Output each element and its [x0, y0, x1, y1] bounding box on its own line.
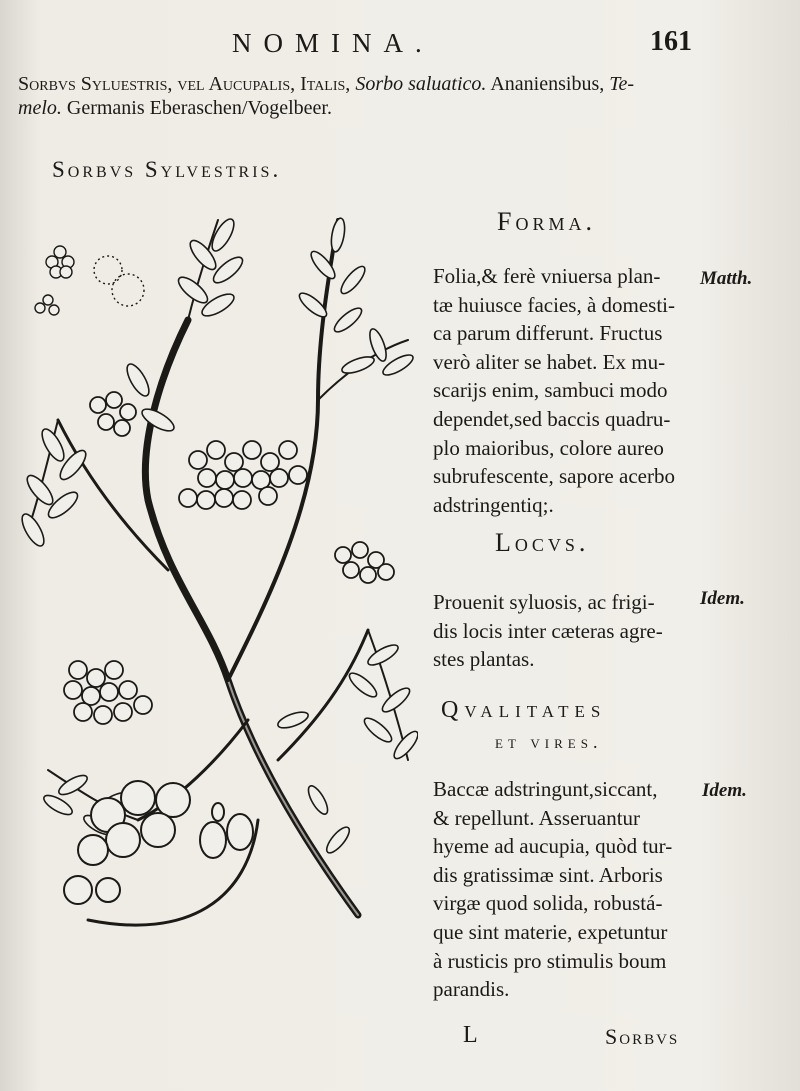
text-line: à rusticis pro stimulis boum [433, 948, 667, 973]
names-line-2 [18, 97, 332, 120]
page-number: 161 [650, 26, 692, 57]
running-title: NOMINA. [232, 28, 434, 58]
margin-note-qualitates: Idem. [702, 780, 747, 801]
signature-mark: L [463, 1022, 478, 1048]
text-line: Prouenit syluosis, ac frigi- [433, 590, 655, 614]
text-line: scarijs enim, sambuci modo [433, 378, 668, 403]
names-te: Te- [609, 73, 635, 95]
sorbus-woodcut-illustration [18, 200, 418, 960]
text-line: virgæ quod solida, robustá- [433, 891, 663, 916]
text-line: dis locis inter cæteras agre- [433, 618, 663, 643]
text-line: Baccæ adstringunt,siccant, [433, 777, 658, 801]
catchword: Sorbvs [605, 1024, 680, 1049]
names-melo: melo. [18, 97, 62, 119]
text-line: & repellunt. Asseruantur [433, 805, 641, 830]
section-title-qualitates: Qvalitates [441, 697, 607, 723]
leaflets [18, 216, 418, 856]
names-anania: Ananiensibus, [490, 73, 605, 95]
flower-cluster [35, 246, 144, 315]
locus-text [433, 588, 713, 674]
qualitates-text [433, 775, 713, 1004]
names-german: Germanis Eberaschen/Vogelbeer. [66, 97, 332, 119]
text-line: dis gratissimæ sint. Arboris [433, 862, 663, 887]
text-line: adstringentiq;. [433, 492, 554, 517]
names-latin: Sorbvs Syluestris, vel Aucupalis, Italis, [18, 73, 351, 95]
names-italian: Sorbo saluatico. [355, 73, 487, 95]
section-subtitle-vires: et vires. [495, 732, 603, 752]
text-line: hyeme ad aucupia, quòd tur- [433, 834, 673, 859]
text-line: verò aliter se habet. Ex mu- [433, 349, 666, 374]
section-title-forma: Forma. [497, 207, 596, 236]
text-line: Folia,& ferè vniuersa plan- [433, 264, 661, 288]
text-line: plo maioribus, colore aureo [433, 435, 664, 460]
text-line: stes plantas. [433, 647, 535, 672]
right-twig [278, 630, 368, 760]
text-line: ca parum differunt. Fructus [433, 321, 663, 346]
text-line: que sint materie, expetuntur [433, 919, 668, 944]
section-title-locus: Locvs. [495, 528, 590, 557]
plant-title: Sorbvs Sylvestris. [52, 157, 282, 182]
text-line: dependet,sed baccis quadru- [433, 406, 671, 431]
margin-note-locus: Idem. [700, 588, 745, 609]
text-line: tæ huiusce facies, à domesti- [433, 292, 676, 317]
names-line-1 [18, 73, 634, 96]
margin-note-forma: Matth. [700, 268, 753, 289]
forma-text [433, 262, 713, 519]
text-line: parandis. [433, 977, 510, 1002]
text-line: subrufescente, sapore acerbo [433, 464, 675, 489]
